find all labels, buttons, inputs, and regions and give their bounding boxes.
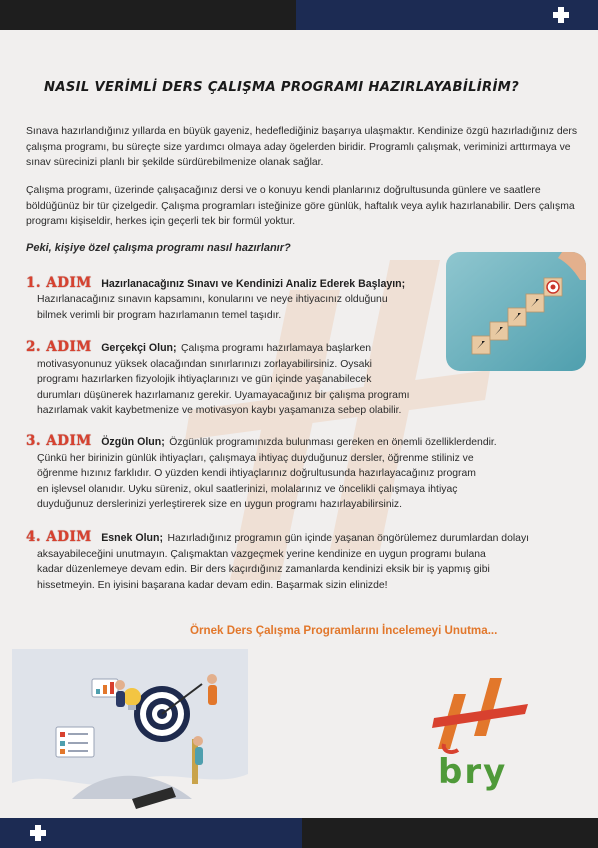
step-3-line-2: öğrenme hızınız farklıdır. O yüzden kendi ihtiyaçlarınız doğrultusunda hazırlayacağınız program [37, 468, 476, 479]
step-2-label: 2. ADIM [26, 339, 92, 355]
target-illustration [12, 649, 248, 814]
step-2 [26, 338, 566, 419]
bottom-bar [0, 818, 598, 848]
step-1-line-1: Hazırlanacağınız sınavın kapsamını, konularını ve neye ihtiyacınız olduğunu [37, 294, 388, 305]
step-4 [26, 528, 578, 593]
step-3-label: 3. ADIM [26, 433, 92, 449]
step-1-title: Hazırlanacağınız Sınavı ve Kendinizi Analiz Ederek Başlayın; [101, 278, 406, 290]
step-3-line-1: Çünkü her birinizin günlük ihtiyaçları, çalışmaya ihtiyaç duyduğunuz dersler, öğrenme stiliniz ve [37, 452, 474, 464]
cta-link[interactable]: Örnek Ders Çalışma Programlarını İncelemeyi Unutma... [190, 624, 498, 637]
step-4-title: Esnek Olun; [101, 532, 163, 544]
intro-paragraph-1: Sınava hazırlandığınız yıllarda en büyük gayeniz, hedeflediğiniz başarıya ulaşmaktır. Kendinize özgü hazırladığınız ders çalışma programı, bu süreçte size yardımcı olmaya aday ögelerden biridir. Programlı çalışmak, veriminizi arttırmaya ve sınav sürecinizi planlı bir şekilde sürdürebilmenize olanak sağlar. [26, 126, 578, 168]
top-bar [0, 0, 598, 30]
top-bar-dark [0, 0, 296, 30]
cross-icon [553, 7, 569, 23]
step-2-line-3: durumları düşünerek hazırlamanız gerekir. Uyamayacağınız bir çalışma programı [37, 389, 410, 401]
intro-paragraph-2: Çalışma programı, üzerinde çalışacağınız dersi ve o konuyu kendi planlarınız doğrultusunda günlere ve saatlere böldüğünüz bir tür çizelgedir. Çalışma programları isteğinize göre günlük, haftalık veya aylık hazırlanabilir. Ders çalışma programı kişiseldir, herkes için geçerli tek bir formül yoktur. [26, 185, 575, 227]
bottom-bar-dark [302, 818, 598, 848]
cross-icon [30, 825, 46, 841]
step-4-line-3: hissetmeyin. En iyisini başarana kadar devam edin. Başarmak sizin elinizde! [37, 579, 388, 591]
step-2-line-2: programı hazırlarken fizyolojik ihtiyaçlarınızı ve gün içinde yaşanabilecek [37, 374, 372, 385]
step-4-first: Hazırladığınız programın gün içinde yaşanan öngörülemez durumlardan dolayı [167, 533, 530, 544]
step-1-line-2: bilmek verimli bir program hazırlamanın temel taşıdır. [37, 309, 282, 321]
intro-question: Peki, kişiye özel çalışma programı nasıl hazırlanır? [26, 242, 291, 254]
step-4-label: 4. ADIM [26, 529, 92, 545]
step-2-line-4: hazırlamak vakit kaybetmenize ve motivasyon kaybı yaşamanıza sebep olabilir. [37, 405, 402, 416]
step-1-label: 1. ADIM [26, 275, 92, 291]
step-3-line-4: duyduğunuz derslerinizi yerleştirerek size en uygun programı hazırlayabilirsiniz. [37, 499, 402, 510]
step-3 [26, 432, 578, 513]
step-2-title: Gerçekçi Olun; [101, 342, 177, 354]
step-3-title: Özgün Olun; [101, 436, 165, 448]
page-title: NASIL VERİMLİ DERS ÇALIŞMA PROGRAMI HAZIRLAYABİLİRİM? [44, 80, 520, 95]
step-3-line-3: en işlevsel olanıdır. Uyku süreniz, okul saatlerinizi, molalarınız ve öncelikli çalışmaya ihtiyaç [37, 483, 458, 495]
step-2-line-1: motivasyonunuz yüksek olacağından sınırlarınızı zorlayabilirsiniz. Oysaki [37, 358, 372, 370]
step-4-line-2: kadar düzenlemeye devam edin. Bir ders kaçırdığınız zamanlarda kendinizi eksik bir iş yapmış gibi [37, 564, 490, 575]
step-1 [26, 274, 436, 323]
step-3-first: Özgünlük programınızda bulunması gereken en önemli özelliklerdendir. [169, 437, 497, 448]
logo-text: bry [438, 752, 508, 792]
step-2-first: Çalışma programı hazırlamaya başlarken [181, 343, 372, 354]
step-4-line-1: aksayabileceğini unutmayın. Çalışmaktan vazgeçmek yerine kendinize en uygun programı bulana [37, 548, 486, 560]
